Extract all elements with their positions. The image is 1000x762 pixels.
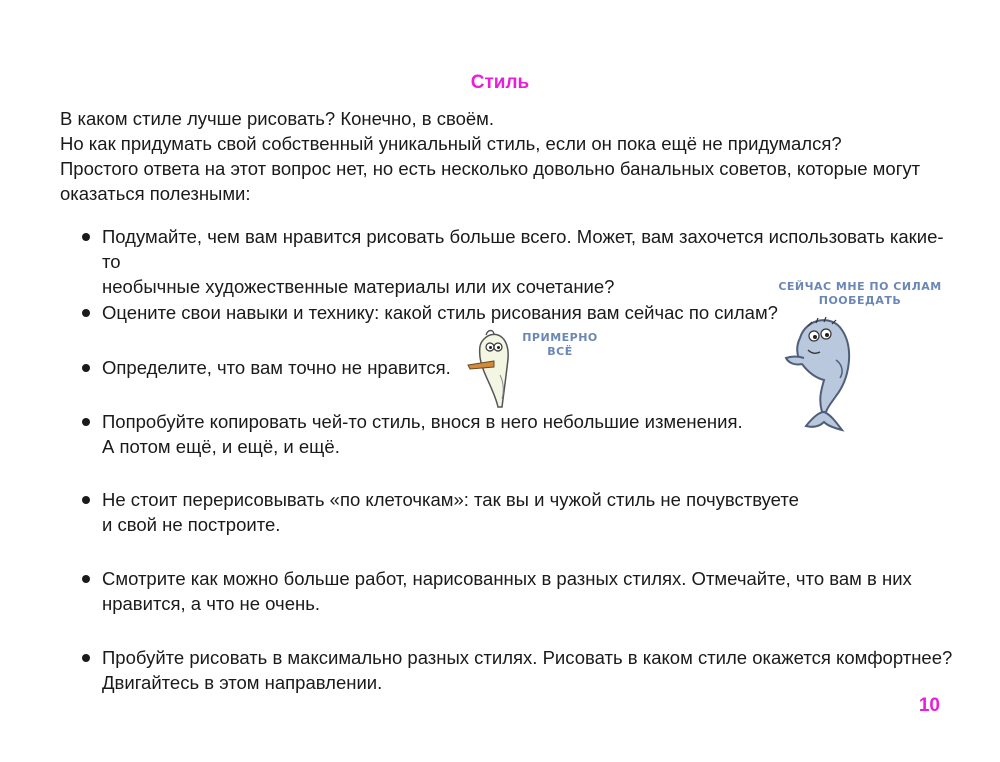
intro-line: оказаться полезными:	[60, 183, 251, 204]
fish-caption-line: ПРИМЕРНО	[522, 331, 598, 344]
tip-line: Определите, что вам точно не нравится.	[102, 357, 451, 378]
tip-line: Смотрите как можно больше работ, нарисованных в разных стилях. Отмечайте, что вам в них	[102, 568, 912, 589]
tip-line: Пробуйте рисовать в максимально разных стилях. Рисовать в каком стиле окажется комфортнее?	[102, 647, 953, 668]
bullet-dot	[82, 309, 90, 317]
intro-line: Простого ответа на этот вопрос нет, но есть несколько довольно банальных советов, которые могут	[60, 158, 921, 179]
tip-line: Оцените свои навыки и технику: какой стиль рисования вам сейчас по силам?	[102, 302, 778, 323]
intro-paragraph	[60, 106, 940, 206]
fish-caption	[510, 331, 610, 359]
tip-line: Подумайте, чем вам нравится рисовать больше всего. Может, вам захочется использовать какие-то	[102, 226, 944, 272]
dolphin-caption-line: ПООБЕДАТЬ	[818, 294, 902, 307]
page-title: Стиль	[470, 72, 530, 93]
tip-line: А потом ещё, и ещё, и ещё.	[102, 436, 340, 457]
tip-item	[82, 487, 962, 537]
intro-line: Но как придумать свой собственный уникальный стиль, если он пока ещё не придумался?	[60, 133, 842, 154]
bullet-dot	[82, 233, 90, 241]
tip-line: необычные художественные материалы или их сочетание?	[102, 276, 615, 297]
tip-line: Не стоит перерисовывать «по клеточкам»: так вы и чужой стиль не почувствуете	[102, 489, 799, 510]
bullet-dot	[82, 418, 90, 426]
dolphin-caption-line: СЕЙЧАС МНЕ ПО СИЛАМ	[778, 280, 942, 293]
tip-line: Попробуйте копировать чей-то стиль, внося в него небольшие изменения.	[102, 411, 743, 432]
tip-item	[82, 645, 962, 695]
tip-item	[82, 566, 962, 616]
tip-line: Двигайтесь в этом направлении.	[102, 672, 383, 693]
intro-line: В каком стиле лучше рисовать? Конечно, в своём.	[60, 108, 495, 129]
bullet-dot	[82, 496, 90, 504]
fish-caption-line: ВСЁ	[547, 345, 573, 358]
page-number: 10	[918, 695, 940, 716]
bullet-dot	[82, 575, 90, 583]
tip-line: и свой не построите.	[102, 514, 281, 535]
dolphin-doodle-icon	[778, 308, 868, 438]
tip-line: нравится, а что не очень.	[102, 593, 320, 614]
dolphin-caption	[770, 280, 950, 308]
bullet-dot	[82, 364, 90, 372]
bullet-dot	[82, 654, 90, 662]
